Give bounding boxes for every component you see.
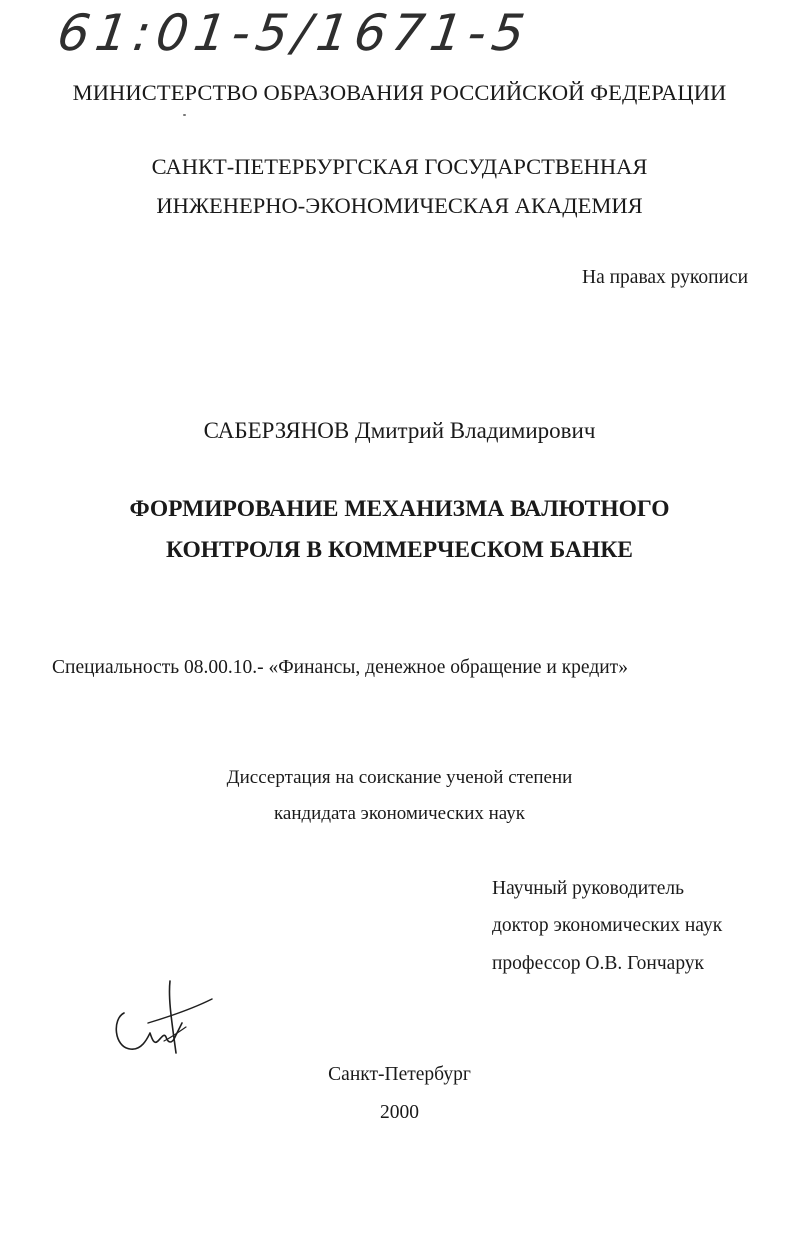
ministry-heading: МИНИСТЕРСТВО ОБРАЗОВАНИЯ РОССИЙСКОЙ ФЕДЕРАЦИИ <box>72 80 727 105</box>
dissertation-degree-line-2: кандидата экономических наук <box>273 803 526 824</box>
dissertation-degree-line-1: Диссертация на соискание ученой степени <box>226 767 573 788</box>
scan-speck <box>183 114 186 116</box>
manuscript-rights-note: На правах рукописи <box>582 267 749 288</box>
academy-name-line-2: ИНЖЕНЕРНО-ЭКОНОМИЧЕСКАЯ АКАДЕМИЯ <box>156 193 643 218</box>
author-signature <box>108 975 218 1055</box>
handwritten-archive-code: 61:01-5/1671-5 <box>53 4 534 62</box>
advisor-label: Научный руководитель <box>492 878 685 899</box>
academy-name-line-1: САНКТ-ПЕТЕРБУРГСКАЯ ГОСУДАРСТВЕННАЯ <box>151 154 648 179</box>
advisor-degree: доктор экономических наук <box>492 915 723 936</box>
specialty-line: Специальность 08.00.10.- «Финансы, денежное обращение и кредит» <box>52 657 628 678</box>
thesis-title-line-2: КОНТРОЛЯ В КОММЕРЧЕСКОМ БАНКЕ <box>166 537 633 563</box>
author-name: САБЕРЗЯНОВ Дмитрий Владимирович <box>203 418 596 443</box>
year: 2000 <box>380 1102 419 1123</box>
city: Санкт-Петербург <box>328 1064 471 1085</box>
thesis-title-line-1: ФОРМИРОВАНИЕ МЕХАНИЗМА ВАЛЮТНОГО <box>129 496 670 522</box>
advisor-name: профессор О.В. Гончарук <box>492 953 705 974</box>
